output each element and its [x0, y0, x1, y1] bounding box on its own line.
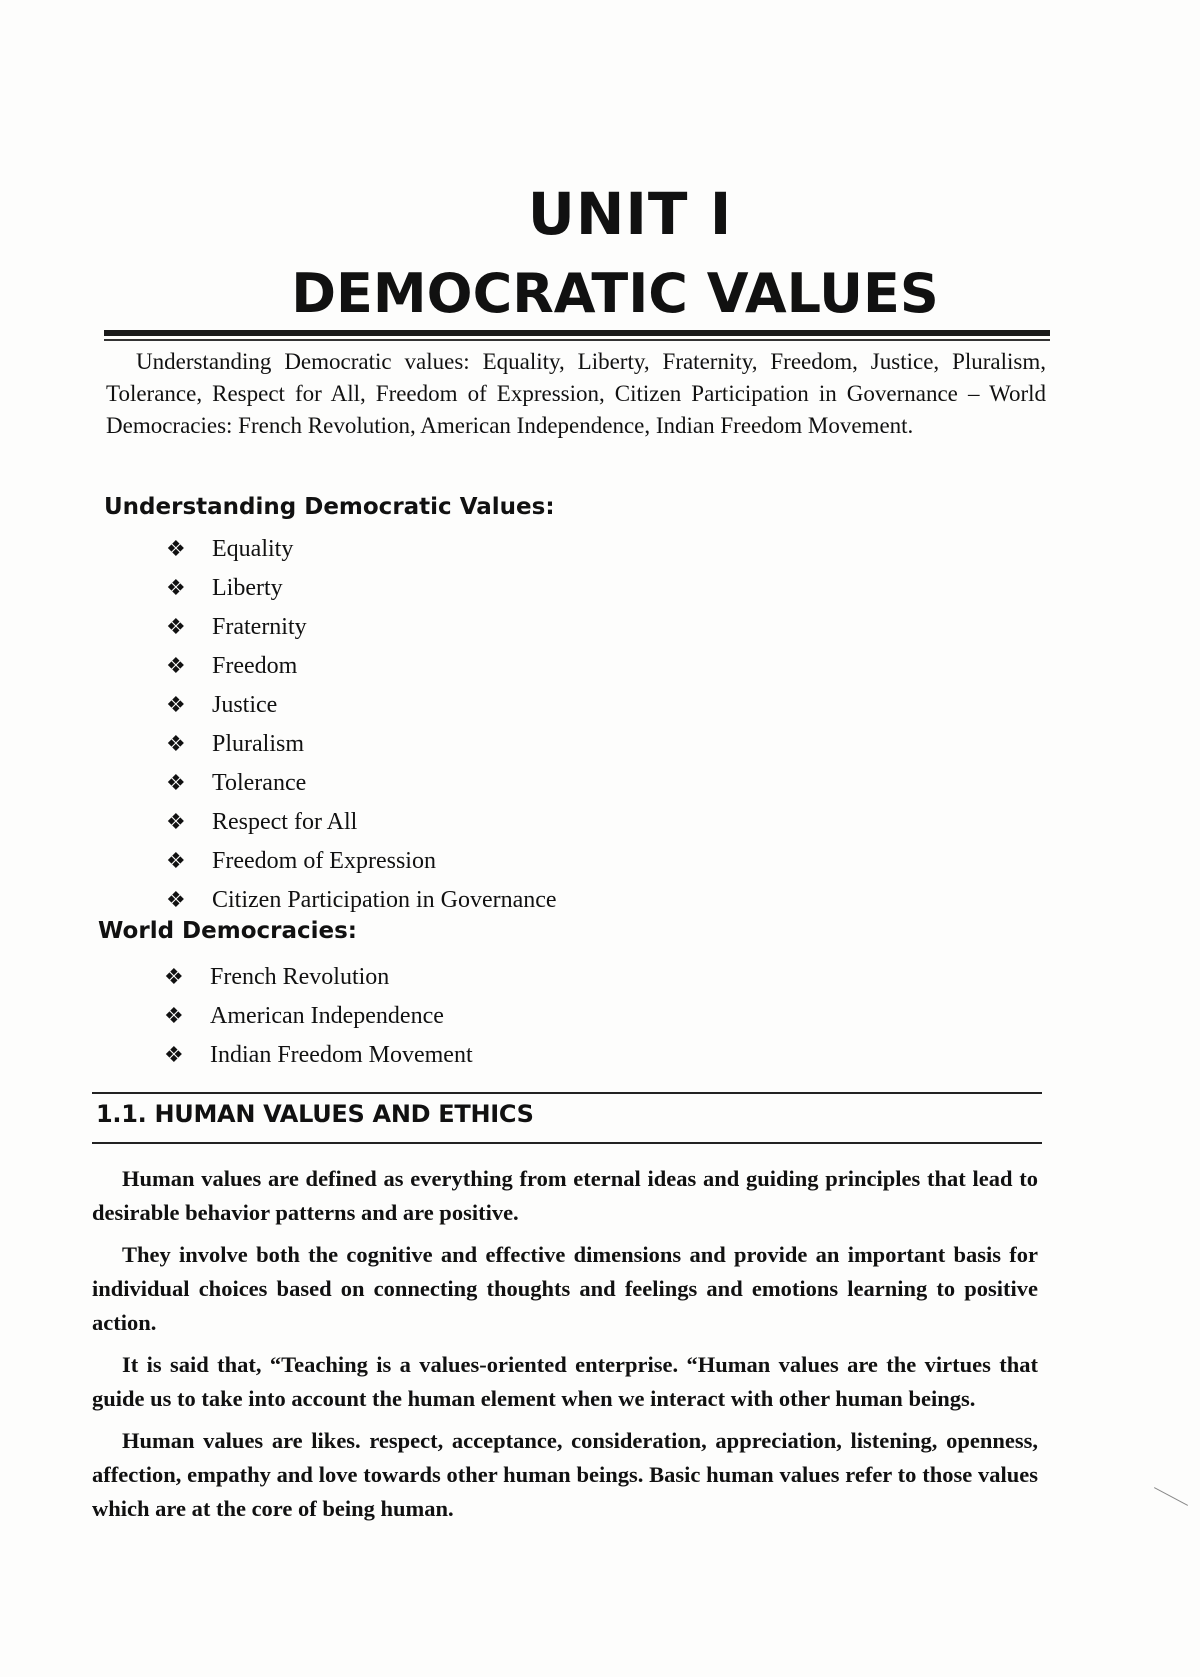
page-title: DEMOCRATIC VALUES [291, 262, 939, 325]
list-item-text: American Independence [210, 1003, 444, 1029]
list-item-text: Fraternity [212, 614, 307, 640]
list-item [166, 842, 557, 881]
world-democracies-heading: World Democracies: [98, 918, 358, 944]
title-rule-thin [104, 339, 1050, 341]
diamond-bullet-icon: ❖ [166, 576, 186, 601]
list-item-text: Liberty [212, 575, 283, 601]
body-paragraph: They involve both the cognitive and effective dimensions and provide an important basis for individual choices based on connecting thoughts and feelings and emotions learning to positive action. [92, 1242, 1038, 1335]
title-rule-thick [104, 330, 1050, 336]
diamond-bullet-icon: ❖ [164, 1043, 184, 1068]
unit-label: UNIT I [527, 180, 733, 248]
diamond-bullet-icon: ❖ [166, 693, 186, 718]
diamond-bullet-icon: ❖ [164, 1004, 184, 1029]
diamond-bullet-icon: ❖ [166, 810, 186, 835]
world-democracies-list [164, 958, 473, 1075]
list-item [164, 1036, 473, 1075]
list-item [166, 647, 557, 686]
list-item-text: Respect for All [212, 809, 358, 835]
body-paragraph: Human values are defined as everything from eternal ideas and guiding principles that lead to desirable behavior patterns and are positive. [92, 1166, 1038, 1225]
diamond-bullet-icon: ❖ [166, 732, 186, 757]
scan-artifact-mark [1154, 1487, 1188, 1506]
diamond-bullet-icon: ❖ [166, 615, 186, 640]
list-item-text: Freedom of Expression [212, 848, 436, 874]
list-item [164, 958, 473, 997]
section-heading: 1.1. HUMAN VALUES AND ETHICS [96, 1100, 534, 1128]
list-item-text: Justice [212, 692, 278, 718]
diamond-bullet-icon: ❖ [166, 654, 186, 679]
list-item [166, 569, 557, 608]
diamond-bullet-icon: ❖ [166, 888, 186, 913]
understanding-list [166, 530, 557, 920]
list-item [166, 686, 557, 725]
list-item-text: Freedom [212, 653, 298, 679]
body-paragraph: It is said that, “Teaching is a values-oriented enterprise. “Human values are the virtues that guide us to take into account the human element when we interact with other human beings. [92, 1352, 1038, 1411]
list-item-text: French Revolution [210, 964, 390, 990]
list-item [166, 803, 557, 842]
section-body [92, 1162, 1038, 1534]
diamond-bullet-icon: ❖ [164, 965, 184, 990]
list-item [166, 764, 557, 803]
diamond-bullet-icon: ❖ [166, 771, 186, 796]
list-item-text: Pluralism [212, 731, 305, 757]
list-item-text: Citizen Participation in Governance [212, 887, 557, 913]
list-item-text: Indian Freedom Movement [210, 1042, 473, 1068]
body-paragraph: Human values are likes. respect, acceptance, consideration, appreciation, listening, openness, affection, empathy and love towards other human beings. Basic human values refer to those values which are at the core of being human. [92, 1428, 1038, 1521]
list-item [166, 881, 557, 920]
intro-paragraph: Understanding Democratic values: Equality, Liberty, Fraternity, Freedom, Justice, Pluralism, Tolerance, Respect for All, Freedom of Expression, Citizen Participation in Governance – World Democracies: French Revolution, American Independence, Indian Freedom Movement. [106, 349, 1046, 438]
understanding-heading: Understanding Democratic Values: [104, 494, 555, 520]
list-item [164, 997, 473, 1036]
section-rule-top [92, 1092, 1042, 1094]
diamond-bullet-icon: ❖ [166, 849, 186, 874]
section-rule-bottom [92, 1142, 1042, 1144]
list-item-text: Tolerance [212, 770, 307, 796]
diamond-bullet-icon: ❖ [166, 537, 186, 562]
list-item-text: Equality [212, 536, 294, 562]
list-item [166, 530, 557, 569]
list-item [166, 608, 557, 647]
list-item [166, 725, 557, 764]
